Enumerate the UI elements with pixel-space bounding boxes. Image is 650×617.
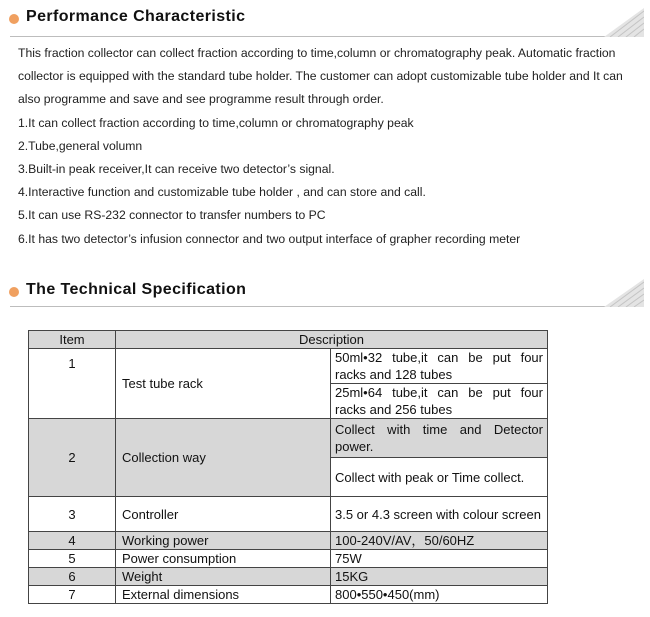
item-value: 50ml•32 tube,it can be put four racks and 128 tubes — [331, 349, 548, 384]
item-number: 3 — [29, 497, 116, 532]
item-name: Test tube rack — [116, 349, 331, 419]
table-row — [29, 550, 548, 568]
item-name: Collection way — [116, 419, 331, 497]
header-description: Description — [116, 331, 548, 349]
bullet-dot-icon — [9, 14, 19, 24]
table-row — [29, 497, 548, 532]
heading-divider — [10, 36, 644, 37]
feature-item: 1.It can collect fraction according to time,column or chromatography peak — [18, 115, 414, 130]
intro-line: also programme and save and see programme result through order. — [18, 92, 384, 107]
performance-body — [18, 42, 646, 251]
item-value: 3.5 or 4.3 screen with colour screen — [331, 497, 548, 532]
feature-item: 5.It can use RS-232 connector to transfer numbers to PC — [18, 208, 326, 223]
item-number: 6 — [29, 568, 116, 586]
technical-heading — [0, 277, 650, 311]
table-row — [29, 349, 548, 384]
header-item: Item — [29, 331, 116, 349]
item-number: 2 — [29, 419, 116, 497]
heading-divider — [10, 306, 644, 307]
feature-item: 6.It has two detector’s infusion connector and two output interface of grapher recording meter — [18, 231, 521, 246]
intro-line: collector is equipped with the standard tube holder. The customer can adopt customizable tube holder and It can — [18, 69, 623, 84]
item-value: 75W — [331, 550, 548, 568]
feature-item: 2.Tube,general volumn — [18, 138, 143, 153]
intro-line: This fraction collector can collect fraction according to time,column or chromatography peak. Automatic fraction — [18, 46, 616, 60]
item-number: 1 — [29, 349, 116, 419]
item-value: Collect with peak or Time collect. — [331, 458, 548, 497]
item-value: 15KG — [331, 568, 548, 586]
bullet-dot-icon — [9, 287, 19, 297]
item-name: Controller — [116, 497, 331, 532]
corner-stripes-icon — [598, 8, 644, 37]
item-value: 25ml•64 tube,it can be put four racks and 256 tubes — [331, 384, 548, 419]
technical-title: The Technical Specification — [26, 281, 247, 298]
item-value: Collect with time and Detector power. — [331, 419, 548, 458]
table-row — [29, 419, 548, 458]
table-row — [29, 568, 548, 586]
item-number: 7 — [29, 586, 116, 604]
feature-item: 4.Interactive function and customizable tube holder , and can store and call. — [18, 185, 426, 200]
performance-title: Performance Characteristic — [26, 8, 246, 25]
feature-item: 3.Built-in peak receiver,It can receive two detector’s signal. — [18, 162, 335, 177]
spec-table — [28, 330, 548, 604]
table-header-row — [29, 331, 548, 349]
item-name: External dimensions — [116, 586, 331, 604]
item-name: Weight — [116, 568, 331, 586]
item-name: Working power — [116, 532, 331, 550]
table-row — [29, 586, 548, 604]
item-value: 100-240V/AV，50/60HZ — [331, 532, 548, 550]
corner-stripes-icon — [598, 279, 644, 307]
item-number: 5 — [29, 550, 116, 568]
item-name: Power consumption — [116, 550, 331, 568]
item-number: 4 — [29, 532, 116, 550]
item-value: 800•550•450(mm) — [331, 586, 548, 604]
table-row — [29, 532, 548, 550]
performance-heading — [0, 4, 650, 38]
